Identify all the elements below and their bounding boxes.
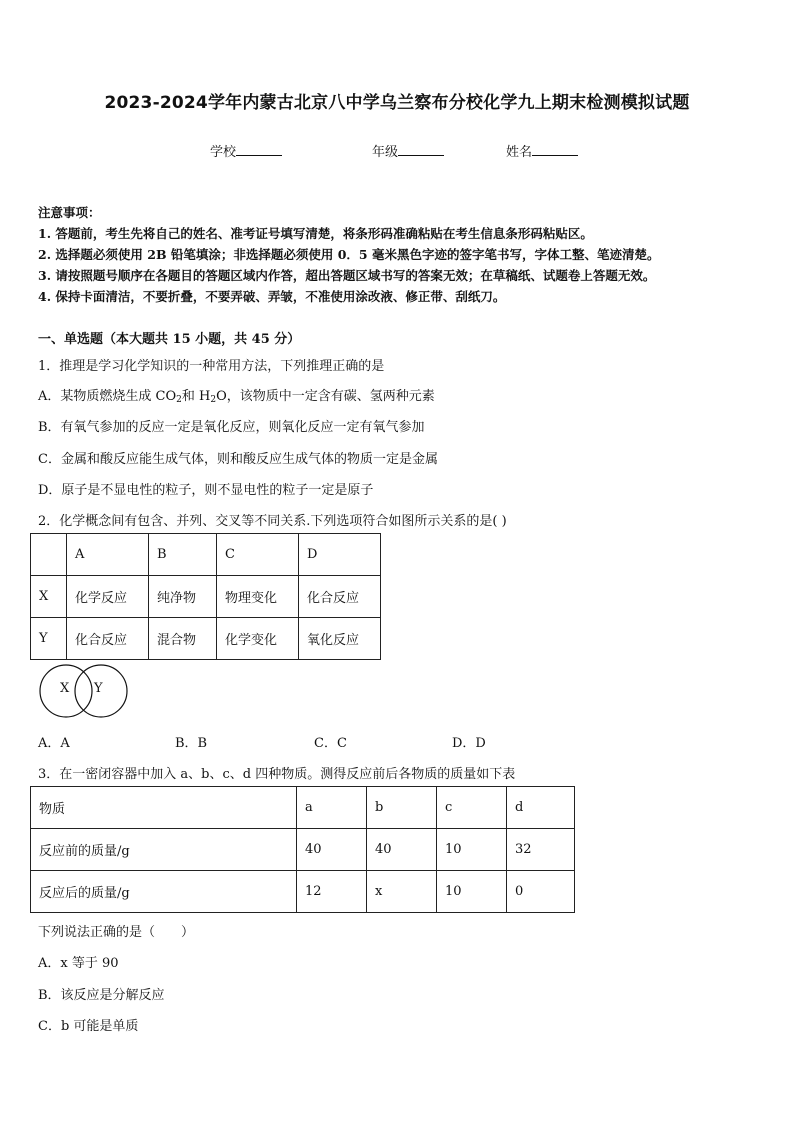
table-cell: C	[217, 534, 299, 576]
q1-option-a: A．某物质燃烧生成 $CO_2$和 $H_2O$，该物质中一定含有碳、氢两种元素	[38, 389, 435, 405]
table-row	[31, 787, 575, 829]
table-cell: 12	[297, 871, 367, 913]
q2-table	[30, 533, 381, 660]
table-cell: 32	[507, 829, 575, 871]
q2-option-b: B．B	[175, 736, 208, 751]
q3-stem: 3．在一密闭容器中加入 a、b、c、d 四种物质。测得反应前后各物质的质量如下表	[38, 767, 516, 782]
school-blank	[236, 143, 282, 156]
notice-heading: 注意事项：	[38, 205, 101, 220]
table-cell: 10	[437, 829, 507, 871]
table-cell: 化合反应	[67, 618, 149, 660]
notice-item: 2. 选择题必须使用 2B 铅笔填涂；非选择题必须使用 0．5 毫米黑色字迹的签字笔书写，字体工整、笔迹清楚。	[38, 247, 660, 262]
q1-stem: 1．推理是学习化学知识的一种常用方法，下列推理正确的是	[38, 359, 385, 374]
table-cell	[31, 534, 67, 576]
q3-table	[30, 786, 575, 913]
grade-blank	[398, 143, 444, 156]
table-cell: B	[149, 534, 217, 576]
school-label: 学校	[210, 145, 237, 160]
q2-stem: 2．化学概念间有包含、并列、交叉等不同关系.下列选项符合如图所示关系的是( )	[38, 514, 507, 529]
venn-label-y: Y	[94, 681, 103, 696]
grade-field	[372, 141, 444, 160]
table-row	[31, 871, 575, 913]
q3-question: 下列说法正确的是（ ）	[38, 925, 195, 940]
q1-option-b: B．有氧气参加的反应一定是氧化反应，则氧化反应一定有氧气参加	[38, 420, 425, 435]
q3-option-a: A．x 等于 90	[38, 956, 119, 971]
table-cell: 化学变化	[217, 618, 299, 660]
table-cell: 氧化反应	[299, 618, 381, 660]
name-field	[506, 141, 578, 160]
table-cell: 反应前的质量/g	[31, 829, 297, 871]
table-row	[31, 829, 575, 871]
table-cell: 反应后的质量/g	[31, 871, 297, 913]
table-cell: 40	[297, 829, 367, 871]
table-cell: 40	[367, 829, 437, 871]
table-cell: 纯净物	[149, 576, 217, 618]
table-cell: Y	[31, 618, 67, 660]
name-label: 姓名	[506, 145, 533, 160]
q1-option-c: C．金属和酸反应能生成气体，则和酸反应生成气体的物质一定是金属	[38, 452, 438, 467]
table-cell: 0	[507, 871, 575, 913]
table-cell: b	[367, 787, 437, 829]
notice-item: 4. 保持卡面清洁，不要折叠，不要弄破、弄皱，不准使用涂改液、修正带、刮纸刀。	[38, 289, 506, 304]
table-cell: 物质	[31, 787, 297, 829]
school-field	[210, 141, 282, 160]
table-cell: 物理变化	[217, 576, 299, 618]
q3-option-b: B．该反应是分解反应	[38, 988, 165, 1003]
table-row	[31, 576, 381, 618]
q2-option-c: C．C	[314, 736, 347, 751]
venn-diagram	[38, 662, 130, 720]
table-row	[31, 618, 381, 660]
table-cell: 化学反应	[67, 576, 149, 618]
table-cell: X	[31, 576, 67, 618]
q1-option-d: D．原子是不显电性的粒子，则不显电性的粒子一定是原子	[38, 483, 374, 498]
grade-label: 年级	[372, 145, 399, 160]
table-cell: c	[437, 787, 507, 829]
q2-option-a: A．A	[38, 736, 70, 751]
name-blank	[532, 143, 578, 156]
table-cell: d	[507, 787, 575, 829]
table-cell: D	[299, 534, 381, 576]
table-cell: A	[67, 534, 149, 576]
q3-option-c: C．b 可能是单质	[38, 1019, 139, 1034]
table-cell: a	[297, 787, 367, 829]
table-cell: 化合反应	[299, 576, 381, 618]
page-title: 2023-2024学年内蒙古北京八中学乌兰察布分校化学九上期末检测模拟试题	[104, 93, 690, 113]
notice-item: 1. 答题前，考生先将自己的姓名、准考证号填写清楚，将条形码准确粘贴在考生信息条形码粘贴区。	[38, 226, 593, 241]
venn-label-x: X	[60, 681, 70, 696]
q2-option-d: D．D	[452, 736, 486, 751]
notice-item: 3. 请按照题号顺序在各题目的答题区域内作答，超出答题区域书写的答案无效；在草稿纸、试题卷上答题无效。	[38, 268, 656, 283]
table-row	[31, 534, 381, 576]
section-heading: 一、单选题（本大题共 15 小题，共 45 分）	[38, 332, 301, 347]
table-cell: x	[367, 871, 437, 913]
table-cell: 10	[437, 871, 507, 913]
table-cell: 混合物	[149, 618, 217, 660]
